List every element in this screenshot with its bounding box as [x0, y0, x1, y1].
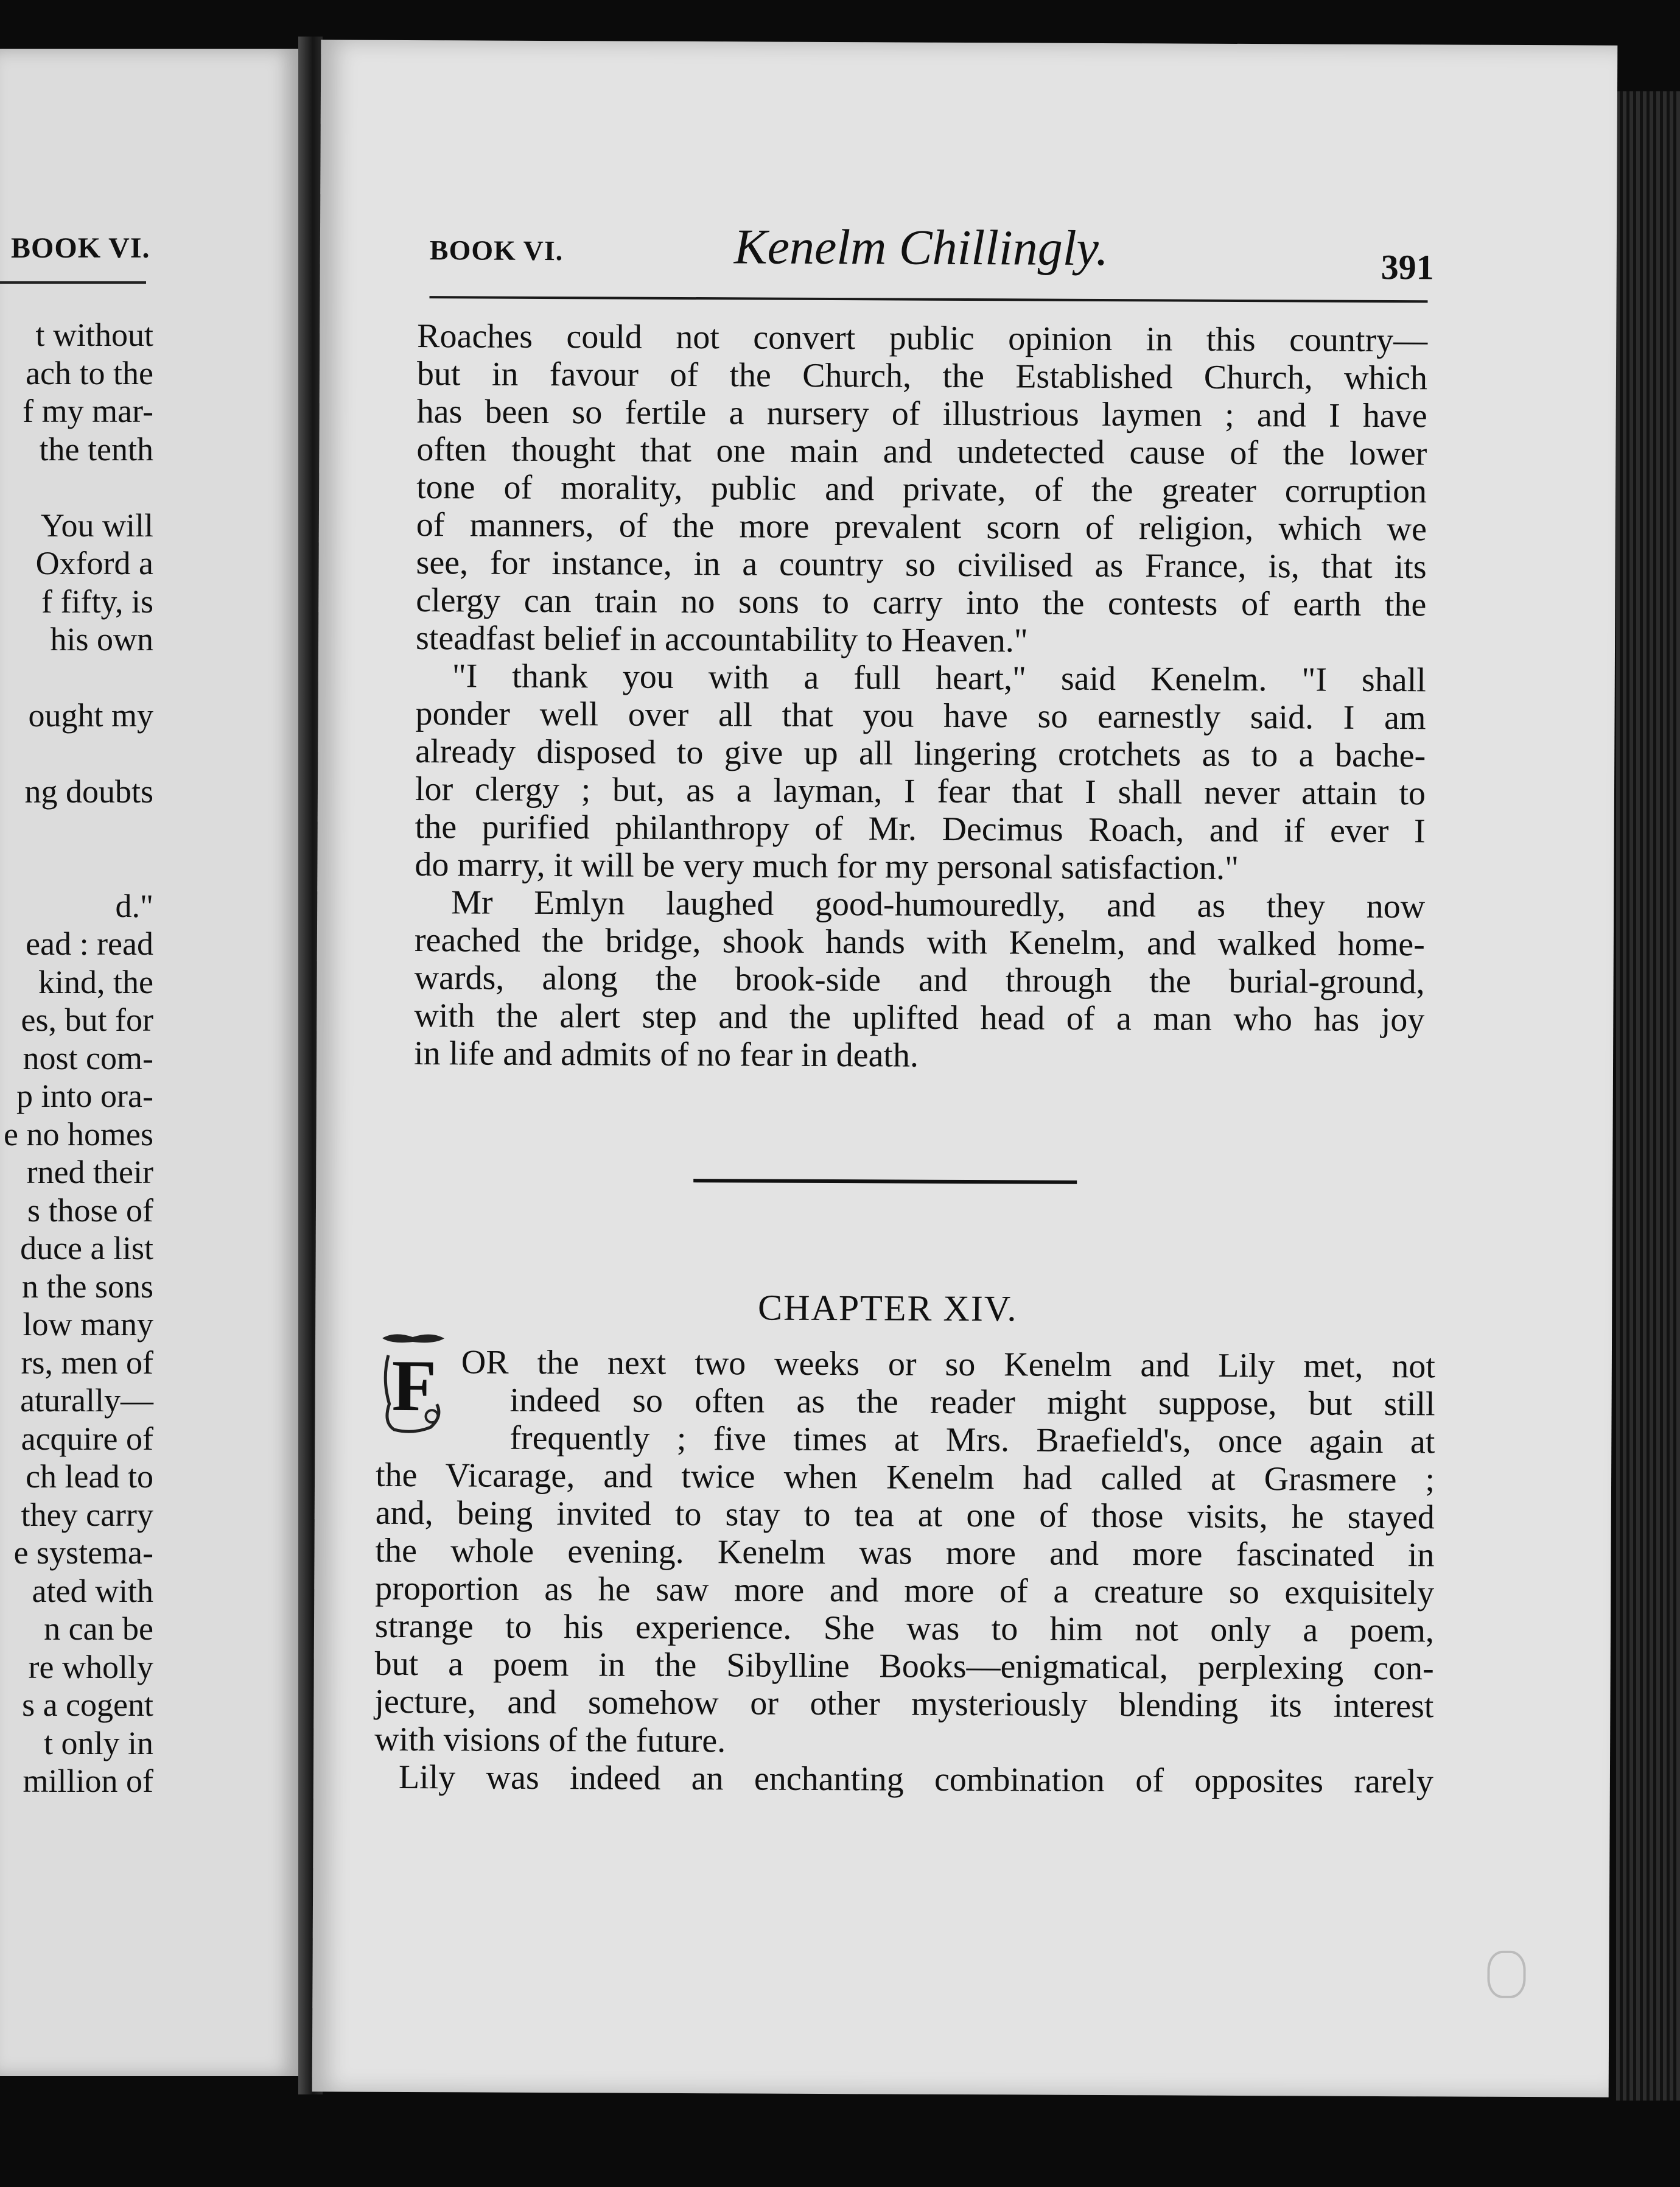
body-text-line: ponder well over all that you have so earnestly said. I am — [415, 695, 1426, 737]
left-running-head: BOOK VI. — [11, 232, 150, 264]
body-text-line: clergy can train no sons to carry into the contests of earth the — [416, 581, 1427, 624]
page-edge-stack — [1616, 91, 1680, 2101]
left-text-line: acquire of — [21, 1420, 153, 1457]
running-head — [429, 205, 1434, 287]
left-text-line: duce a list — [20, 1230, 153, 1266]
body-text-line: see, for instance, in a country so civilised as France, is, that its — [416, 544, 1427, 586]
left-text-line: Oxford a — [35, 545, 153, 581]
left-text-line: rned their — [26, 1154, 153, 1190]
page-number: 391 — [1381, 247, 1434, 287]
chapter-text-line: jecture, and somehow or other mysteriously blending its interest — [374, 1682, 1434, 1725]
chapter-text-line: and, being invited to stay to tea at one of those visits, he stayed — [375, 1494, 1435, 1537]
running-head-book: BOOK VI. — [429, 234, 564, 267]
left-text-line: his own — [50, 621, 153, 658]
body-text-line: Roaches could not convert public opinion in this country— — [417, 317, 1428, 360]
drop-cap-ornament-icon — [376, 1331, 449, 1435]
left-text-line: ng doubts — [24, 773, 153, 810]
chapter-text-line: Lily was indeed an enchanting combination of opposites rarely — [398, 1758, 1434, 1801]
left-text-line: n can be — [44, 1610, 153, 1647]
chapter-text-line: proportion as he saw more and more of a creature so exquisitely — [375, 1569, 1435, 1612]
left-text-line: s those of — [27, 1192, 153, 1229]
chapter-text-line: indeed so often as the reader might suppose, but still — [509, 1381, 1435, 1423]
left-text-line: rs, men of — [21, 1344, 153, 1381]
chapter-title: CHAPTER XIV. — [757, 1287, 1018, 1329]
left-text-line: ought my — [28, 697, 153, 734]
left-text-line: es, but for — [21, 1002, 153, 1038]
chapter-text-line: the whole evening. Kenelm was more and more fascinated in — [375, 1531, 1435, 1574]
body-text-line: tone of morality, public and private, of the greater corruption — [416, 468, 1427, 511]
left-text-line: f my mar- — [23, 393, 153, 429]
body-text-line: "I thank you with a full heart," said Kenelm. "I shall — [452, 657, 1426, 700]
left-text-line: re wholly — [28, 1648, 153, 1685]
left-text-line: aturally— — [20, 1382, 153, 1419]
body-text-line: in life and admits of no fear in death. — [413, 1034, 919, 1075]
left-text-line: ated with — [32, 1572, 153, 1609]
body-text-line: wards, along the brook-side and through the burial-ground, — [414, 959, 1425, 1002]
body-text-line: but in favour of the Church, the Established Church, which — [416, 355, 1428, 398]
body-text-line: the purified philanthropy of Mr. Decimus Roach, and if ever I — [415, 808, 1426, 851]
chapter-text-line: OR the next two weeks or so Kenelm and Lily met, not — [461, 1343, 1436, 1386]
paper-blemish — [1487, 1951, 1525, 1998]
head-rule — [430, 296, 1428, 303]
running-head-title: Kenelm Chillingly. — [733, 219, 1109, 276]
drop-cap-letter: F — [391, 1344, 437, 1427]
left-head-rule — [0, 281, 146, 284]
left-text-line: kind, the — [38, 963, 153, 1000]
left-text-line: low many — [23, 1306, 153, 1343]
chapter-text-line: but a poem in the Sibylline Books—enigmatical, perplexing con- — [374, 1645, 1434, 1688]
body-text-line: of manners, of the more prevalent scorn of religion, which we — [416, 506, 1427, 549]
body-text-line: has been so fertile a nursery of illustrious laymen ; and I have — [416, 393, 1427, 435]
left-text-line: e no homes — [4, 1115, 153, 1153]
left-text-line: n the sons — [22, 1268, 153, 1305]
ornamental-drop-cap — [376, 1331, 449, 1435]
body-text-line: often thought that one main and undetected cause of the lower — [416, 430, 1427, 473]
body-text-line: lor clergy ; but, as a layman, I fear that I shall never attain to — [415, 770, 1426, 813]
left-text-line: p into ora- — [16, 1078, 153, 1114]
chapter-text-line: frequently ; five times at Mrs. Braefield's, once again at — [509, 1419, 1435, 1461]
left-text-line: s a cogent — [22, 1687, 153, 1723]
left-text-line: ch lead to — [26, 1458, 153, 1495]
left-text-line: million of — [23, 1763, 153, 1799]
section-divider — [693, 1179, 1077, 1184]
left-text-line: You will — [40, 507, 153, 544]
left-text-line: they carry — [21, 1496, 153, 1533]
left-text-line: d." — [115, 887, 153, 924]
left-text-line: ead : read — [26, 925, 153, 962]
left-text-line: ach to the — [26, 354, 153, 391]
body-text-line: reached the bridge, shook hands with Kenelm, and walked home- — [414, 921, 1426, 964]
chapter-text-line: the Vicarage, and twice when Kenelm had called at Grasmere ; — [375, 1456, 1435, 1499]
left-text-line: f fifty, is — [41, 583, 153, 620]
body-text-line: do marry, it will be very much for my personal satisfaction." — [415, 846, 1239, 887]
left-text-line: e systema- — [13, 1534, 153, 1571]
left-text-line: t only in — [43, 1724, 153, 1761]
left-text-line: the tenth — [39, 430, 153, 468]
body-text-line: Mr Emlyn laughed good-humouredly, and as they now — [451, 883, 1426, 926]
chapter-text-line: with visions of the future. — [374, 1720, 726, 1760]
left-text-line: t without — [35, 317, 153, 353]
chapter-text-line: strange to his experience. She was to him not only a poem, — [374, 1607, 1435, 1650]
body-text-line: already disposed to give up all lingering crotchets as to a bache- — [415, 732, 1426, 775]
right-page — [312, 40, 1618, 2097]
body-text-line: with the alert step and the uplifted head of a man who has joy — [414, 997, 1425, 1039]
left-page — [0, 49, 298, 2076]
body-text-line: steadfast belief in accountability to Heaven." — [415, 619, 1028, 660]
left-text-line: nost com- — [23, 1039, 153, 1076]
